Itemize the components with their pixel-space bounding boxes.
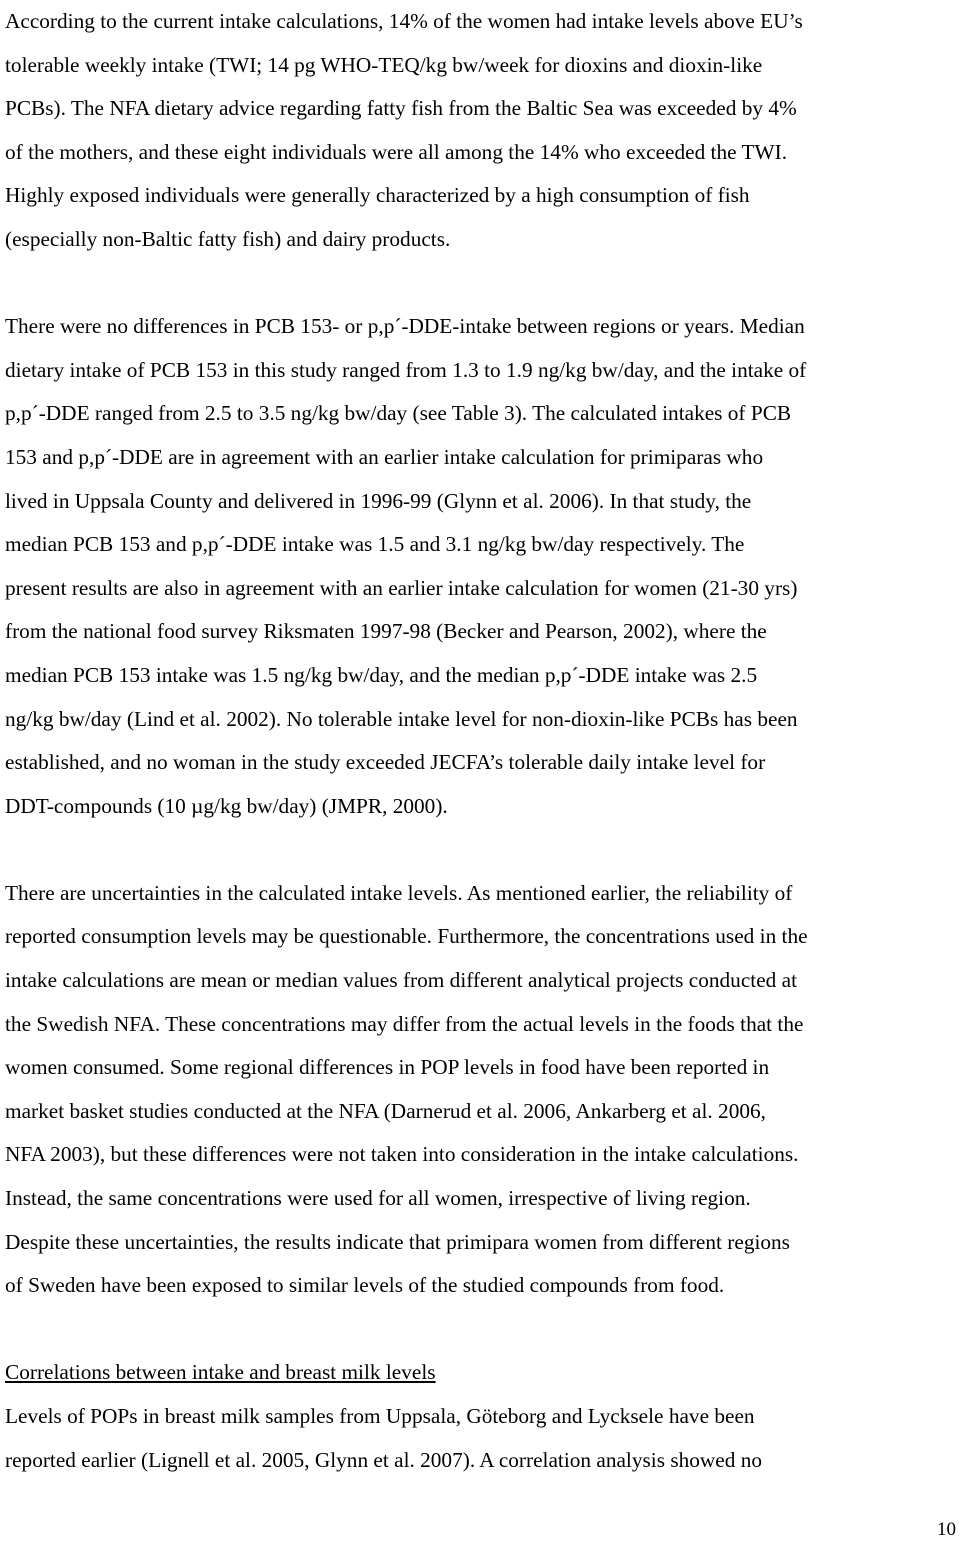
text-line: tolerable weekly intake (TWI; 14 pg WHO-TEQ/kg bw/week for dioxins and dioxin-like [5,52,763,77]
text-line: NFA 2003), but these differences were not taken into consideration in the intake calculations. [5,1142,799,1167]
text-line: p,p´-DDE ranged from 2.5 to 3.5 ng/kg bw/day (see Table 3). The calculated intakes of PCB [5,401,792,426]
paragraph-twi-intake [5,0,960,262]
text-line: ng/kg bw/day (Lind et al. 2002). No tolerable intake level for non-dioxin-like PCBs has been [5,706,798,731]
paragraph-spacer [5,262,960,306]
page-number: 10 [937,1519,956,1540]
text-line: established, and no woman in the study exceeded JECFA’s tolerable daily intake level for [5,750,766,775]
paragraph-spacer [5,1308,960,1352]
text-line: There were no differences in PCB 153- or p,p´-DDE-intake between regions or years. Median [5,314,805,339]
text-line: of Sweden have been exposed to similar levels of the studied compounds from food. [5,1273,725,1298]
text-line: Highly exposed individuals were generally characterized by a high consumption of fish [5,183,750,208]
document-page [5,0,960,1482]
paragraph-breast-milk [5,1395,960,1482]
section-heading: Correlations between intake and breast milk levels [5,1360,436,1385]
text-line: (especially non-Baltic fatty fish) and dairy products. [5,226,451,251]
text-line: 153 and p,p´-DDE are in agreement with an earlier intake calculation for primiparas who [5,444,764,469]
text-line: Instead, the same concentrations were used for all women, irrespective of living region. [5,1186,751,1211]
text-line: There are uncertainties in the calculated intake levels. As mentioned earlier, the reliability of [5,880,793,905]
paragraph-pcb-dde-intake [5,305,960,828]
text-line: According to the current intake calculations, 14% of the women had intake levels above EU’s [5,9,803,33]
text-line: lived in Uppsala County and delivered in 1996-99 (Glynn et al. 2006). In that study, the [5,488,752,513]
text-line: DDT-compounds (10 µg/kg bw/day) (JMPR, 2000). [5,793,448,818]
paragraph-uncertainties [5,872,960,1308]
text-line: intake calculations are mean or median values from different analytical projects conducted at [5,968,797,993]
text-line: reported consumption levels may be questionable. Furthermore, the concentrations used in the [5,924,808,949]
text-line: PCBs). The NFA dietary advice regarding fatty fish from the Baltic Sea was exceeded by 4% [5,96,797,121]
text-line: from the national food survey Riksmaten 1997-98 (Becker and Pearson, 2002), where the [5,619,767,644]
text-line: Levels of POPs in breast milk samples from Uppsala, Göteborg and Lycksele have been [5,1404,755,1428]
text-line: women consumed. Some regional differences in POP levels in food have been reported in [5,1055,770,1080]
text-line: of the mothers, and these eight individuals were all among the 14% who exceeded the TWI. [5,139,788,164]
text-line: reported earlier (Lignell et al. 2005, Glynn et al. 2007). A correlation analysis showed no [5,1447,763,1472]
text-line: present results are also in agreement with an earlier intake calculation for women (21-30 yrs) [5,575,798,600]
text-line: Despite these uncertainties, the results indicate that primipara women from different regions [5,1229,790,1254]
text-line: median PCB 153 intake was 1.5 ng/kg bw/day, and the median p,p´-DDE intake was 2.5 [5,662,758,687]
paragraph-spacer [5,828,960,872]
text-line: the Swedish NFA. These concentrations may differ from the actual levels in the foods that the [5,1011,804,1036]
text-line: market basket studies conducted at the NFA (Darnerud et al. 2006, Ankarberg et al. 2006, [5,1098,766,1123]
text-line: dietary intake of PCB 153 in this study ranged from 1.3 to 1.9 ng/kg bw/day, and the intake of [5,357,807,382]
text-line: median PCB 153 and p,p´-DDE intake was 1.5 and 3.1 ng/kg bw/day respectively. The [5,532,745,557]
